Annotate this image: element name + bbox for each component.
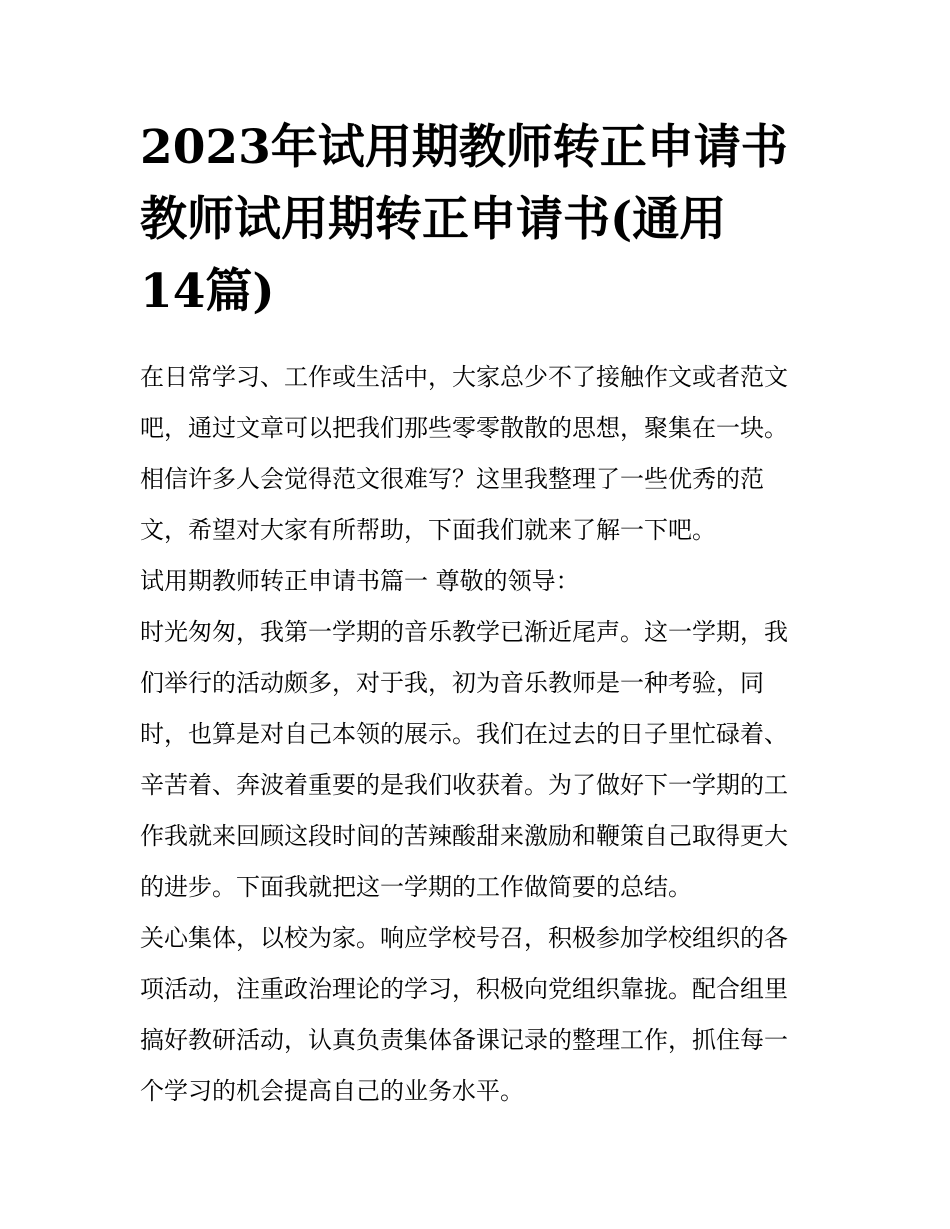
title-line: 14篇) [140,264,275,319]
body-line: 个学习的机会提高自己的业务水平。 [140,1077,524,1105]
title-line: 教师试用期转正申请书(通用 [140,192,727,247]
body-line: 的进步。下面我就把这一学期的工作做简要的总结。 [140,873,692,901]
body-line: 吧，通过文章可以把我们那些零零散散的思想，聚集在一块。 [140,414,788,442]
section-heading-line: 试用期教师转正申请书篇一 尊敬的领导： [140,567,580,595]
body-line: 在日常学习、工作或生活中，大家总少不了接触作文或者范文 [140,363,788,391]
body-line: 辛苦着、奔波着重要的是我们收获着。为了做好下一学期的工 [140,771,788,799]
body-line: 关心集体，以校为家。响应学校号召，积极参加学校组织的各 [140,924,788,952]
title-line: 2023年试用期教师转正申请书 [140,120,788,175]
body-line: 时光匆匆，我第一学期的音乐教学已渐近尾声。这一学期，我 [140,618,788,646]
body-line: 时，也算是对自己本领的展示。我们在过去的日子里忙碌着、 [140,720,788,748]
document-body [140,352,820,1117]
body-line: 项活动，注重政治理论的学习，积极向党组织靠拢。配合组里 [140,975,788,1003]
body-line: 作我就来回顾这段时间的苦辣酸甜来激励和鞭策自己取得更大 [140,822,788,850]
document-title [140,112,820,328]
body-line: 搞好教研活动，认真负责集体备课记录的整理工作，抓住每一 [140,1026,788,1054]
body-line: 相信许多人会觉得范文很难写？这里我整理了一些优秀的范 [140,465,764,493]
body-line: 们举行的活动颇多，对于我，初为音乐教师是一种考验，同 [140,669,764,697]
body-line: 文，希望对大家有所帮助，下面我们就来了解一下吧。 [140,516,716,544]
